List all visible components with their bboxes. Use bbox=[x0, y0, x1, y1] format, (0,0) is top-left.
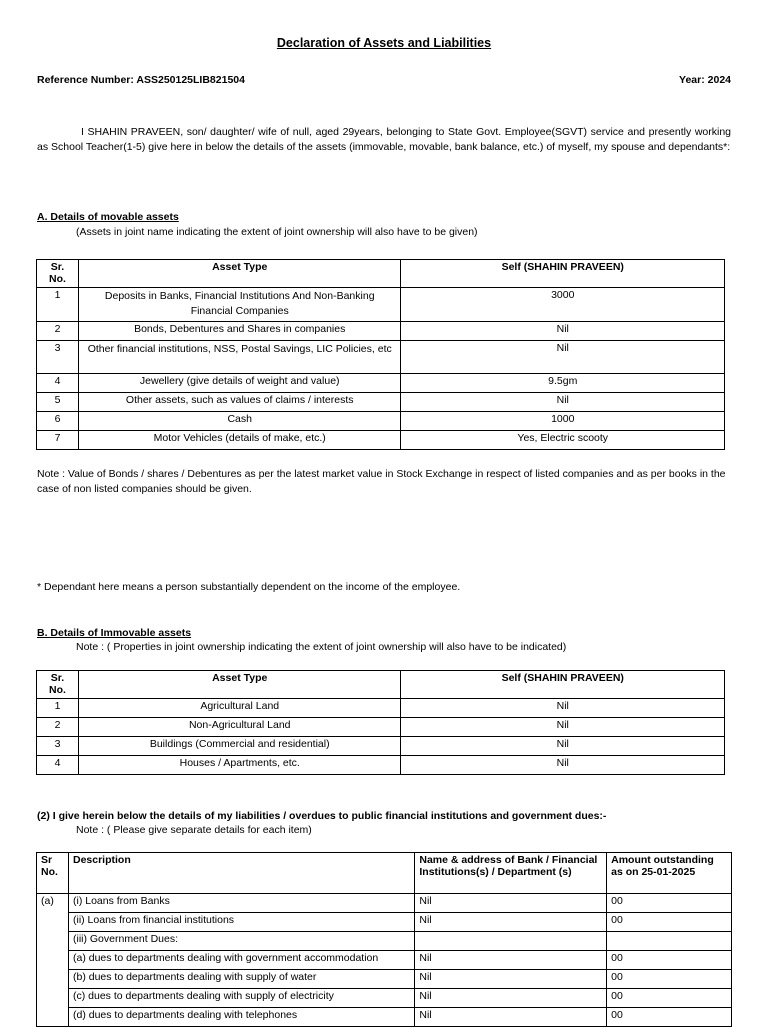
asset-type-cell: Jewellery (give details of weight and value) bbox=[78, 374, 401, 393]
value-cell: Nil bbox=[401, 756, 725, 775]
asset-type-cell: Agricultural Land bbox=[78, 699, 401, 718]
header-amount-outstanding: Amount outstanding as on 25-01-2025 bbox=[607, 853, 732, 894]
value-cell: Nil bbox=[401, 737, 725, 756]
table-row bbox=[37, 989, 732, 1008]
sr-no-cell: 4 bbox=[37, 374, 79, 393]
liabilities-table bbox=[36, 852, 732, 1027]
header-asset-type: Asset Type bbox=[78, 260, 401, 288]
header-self: Self (SHAHIN PRAVEEN) bbox=[401, 260, 725, 288]
header-asset-type: Asset Type bbox=[78, 671, 401, 699]
amount-cell: 00 bbox=[607, 894, 732, 913]
table-row bbox=[37, 412, 725, 431]
amount-cell: 00 bbox=[607, 970, 732, 989]
asset-type-cell: Houses / Apartments, etc. bbox=[78, 756, 401, 775]
table-row bbox=[37, 932, 732, 951]
sr-no-cell: 3 bbox=[37, 737, 79, 756]
sr-no-cell: 5 bbox=[37, 393, 79, 412]
table-row bbox=[37, 951, 732, 970]
description-cell: (i) Loans from Banks bbox=[68, 894, 414, 913]
table-header-row bbox=[37, 853, 732, 894]
table-header-row bbox=[37, 260, 725, 288]
table-row bbox=[37, 341, 725, 374]
table-row bbox=[37, 288, 725, 322]
table-row bbox=[37, 913, 732, 932]
description-cell: (ii) Loans from financial institutions bbox=[68, 913, 414, 932]
sr-no-cell: 2 bbox=[37, 718, 79, 737]
value-cell: Nil bbox=[401, 699, 725, 718]
description-cell: (b) dues to departments dealing with supply of water bbox=[68, 970, 414, 989]
sr-no-cell: 1 bbox=[37, 288, 79, 322]
sr-no-cell: 3 bbox=[37, 341, 79, 374]
asset-type-cell: Other financial institutions, NSS, Postal Savings, LIC Policies, etc bbox=[78, 341, 401, 374]
movable-assets-heading: A. Details of movable assets bbox=[37, 211, 179, 223]
group-label-cell: (a) bbox=[37, 894, 69, 1027]
asset-type-cell: Motor Vehicles (details of make, etc.) bbox=[78, 431, 401, 450]
immovable-assets-subnote: Note : ( Properties in joint ownership indicating the extent of joint ownership will also have to be indicated) bbox=[76, 641, 567, 653]
header-sr-no: Sr. No. bbox=[37, 260, 79, 288]
description-cell: (iii) Government Dues: bbox=[68, 932, 414, 951]
sr-no-cell: 7 bbox=[37, 431, 79, 450]
sr-no-cell: 6 bbox=[37, 412, 79, 431]
liabilities-heading: (2) I give herein below the details of my liabilities / overdues to public financial institutions and government dues:- bbox=[37, 810, 607, 822]
header-description: Description bbox=[68, 853, 414, 894]
asset-type-cell: Cash bbox=[78, 412, 401, 431]
value-cell: Nil bbox=[401, 393, 725, 412]
reference-number: Reference Number: ASS250125LIB821504 bbox=[37, 74, 245, 86]
document-title: Declaration of Assets and Liabilities bbox=[276, 36, 492, 50]
table-row bbox=[37, 699, 725, 718]
bank-cell: Nil bbox=[415, 1008, 607, 1027]
amount-cell: 00 bbox=[607, 1008, 732, 1027]
header-self: Self (SHAHIN PRAVEEN) bbox=[401, 671, 725, 699]
value-cell: 9.5gm bbox=[401, 374, 725, 393]
description-cell: (a) dues to departments dealing with government accommodation bbox=[68, 951, 414, 970]
table-row bbox=[37, 756, 725, 775]
table-row bbox=[37, 970, 732, 989]
bank-cell: Nil bbox=[415, 951, 607, 970]
table-row bbox=[37, 737, 725, 756]
asset-type-cell: Bonds, Debentures and Shares in companies bbox=[78, 322, 401, 341]
bank-cell: Nil bbox=[415, 913, 607, 932]
table-row bbox=[37, 431, 725, 450]
movable-assets-subnote: (Assets in joint name indicating the extent of joint ownership will also have to be given) bbox=[76, 226, 478, 238]
bank-cell: Nil bbox=[415, 970, 607, 989]
sr-no-cell: 1 bbox=[37, 699, 79, 718]
table-row bbox=[37, 393, 725, 412]
value-cell: 3000 bbox=[401, 288, 725, 322]
bank-cell: Nil bbox=[415, 989, 607, 1008]
sr-no-cell: 2 bbox=[37, 322, 79, 341]
table-row bbox=[37, 718, 725, 737]
value-cell: Nil bbox=[401, 718, 725, 737]
asset-type-cell: Deposits in Banks, Financial Institutions And Non-Banking Financial Companies bbox=[78, 288, 401, 322]
table-header-row bbox=[37, 671, 725, 699]
amount-cell: 00 bbox=[607, 913, 732, 932]
asset-type-cell: Buildings (Commercial and residential) bbox=[78, 737, 401, 756]
table-row bbox=[37, 374, 725, 393]
value-cell: Yes, Electric scooty bbox=[401, 431, 725, 450]
header-sr-no: Sr No. bbox=[37, 853, 69, 894]
value-cell: 1000 bbox=[401, 412, 725, 431]
bank-cell: Nil bbox=[415, 894, 607, 913]
amount-cell: 00 bbox=[607, 951, 732, 970]
immovable-assets-table bbox=[36, 670, 725, 775]
description-cell: (d) dues to departments dealing with telephones bbox=[68, 1008, 414, 1027]
dependant-note: * Dependant here means a person substantially dependent on the income of the employee. bbox=[37, 581, 461, 593]
bank-cell bbox=[415, 932, 607, 951]
valuation-note: Note : Value of Bonds / shares / Debentures as per the latest market value in Stock Exchange in respect of listed companies and as per books in the case of non listed companies should be given. bbox=[37, 468, 726, 495]
declaration-year: Year: 2024 bbox=[679, 74, 731, 86]
header-sr-no: Sr. No. bbox=[37, 671, 79, 699]
header-bank-name: Name & address of Bank / Financial Institutions(s) / Department (s) bbox=[415, 853, 607, 894]
intro-paragraph: I SHAHIN PRAVEEN, son/ daughter/ wife of null, aged 29years, belonging to State Govt. Employee(SGVT) service and presently working as School Teacher(1-5) give here in below the details of the assets (immovable, movable, bank balance, etc.) of myself, my spouse and dependants*: bbox=[37, 126, 731, 153]
value-cell: Nil bbox=[401, 341, 725, 374]
movable-assets-table bbox=[36, 259, 725, 450]
description-cell: (c) dues to departments dealing with supply of electricity bbox=[68, 989, 414, 1008]
amount-cell: 00 bbox=[607, 989, 732, 1008]
table-row bbox=[37, 894, 732, 913]
liabilities-subnote: Note : ( Please give separate details for each item) bbox=[76, 824, 312, 836]
asset-type-cell: Other assets, such as values of claims / interests bbox=[78, 393, 401, 412]
value-cell: Nil bbox=[401, 322, 725, 341]
immovable-assets-heading: B. Details of Immovable assets bbox=[37, 627, 192, 639]
table-row bbox=[37, 322, 725, 341]
amount-cell bbox=[607, 932, 732, 951]
sr-no-cell: 4 bbox=[37, 756, 79, 775]
asset-type-cell: Non-Agricultural Land bbox=[78, 718, 401, 737]
